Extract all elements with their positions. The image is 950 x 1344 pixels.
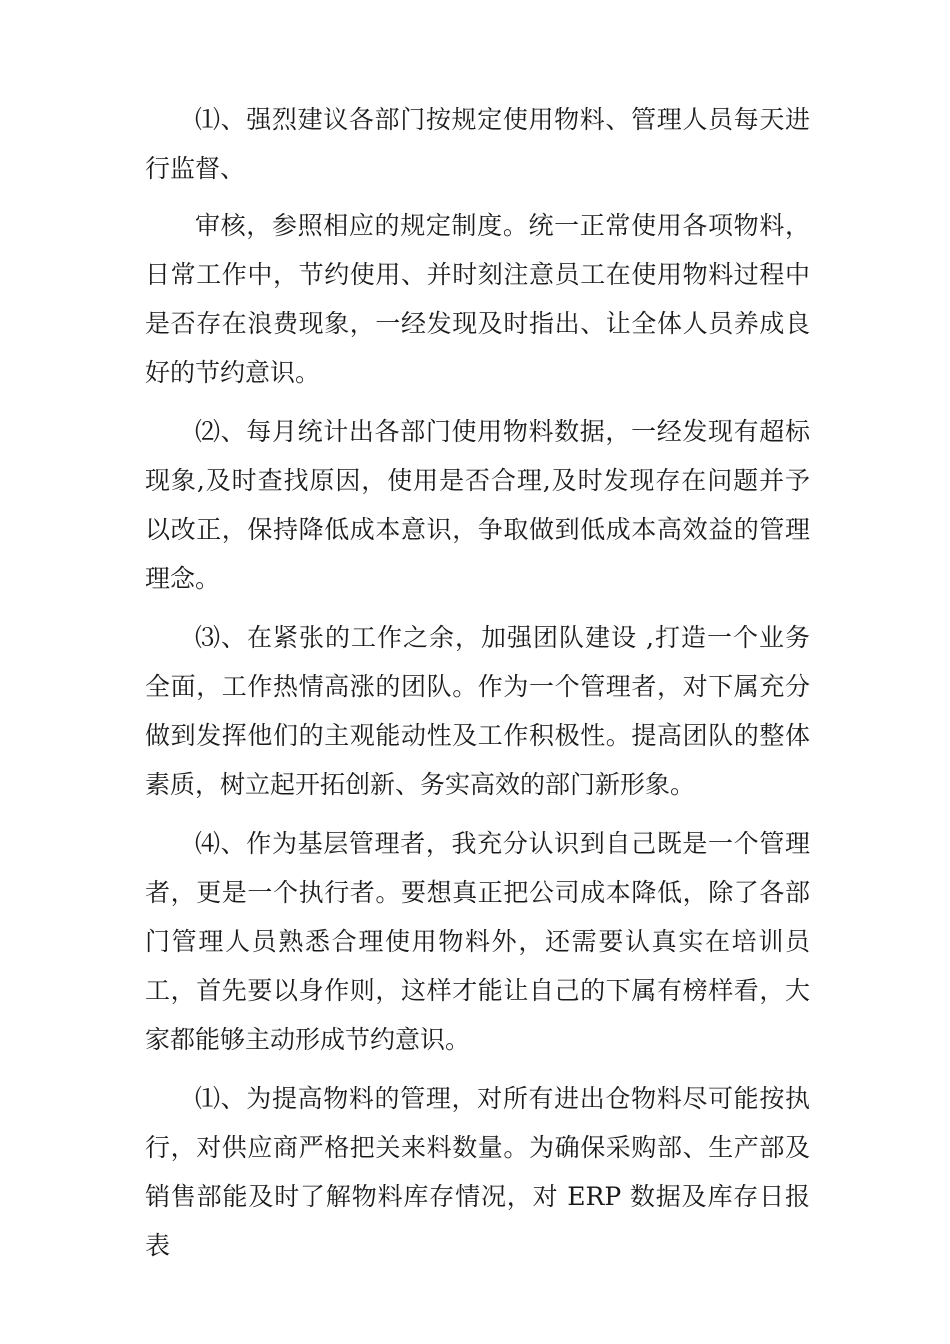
document-body — [145, 95, 810, 1280]
paragraph-4: ⑶、在紧张的工作之余，加强团队建设 ,打造一个业务全面，工作热情高涨的团队。作为一个管理者，对下属充分做到发挥他们的主观能动性及工作积极性。提高团队的整体素质，树立起开拓创新、务实高效的部门新形象。 — [145, 623, 810, 799]
paragraph-1: ⑴、强烈建议各部门按规定使用物料、管理人员每天进行监督、 — [145, 105, 810, 183]
paragraph-3: ⑵、每月统计出各部门使用物料数据，一经发现有超标现象,及时查找原因，使用是否合理,及时发现存在问题并予以改正，保持降低成本意识，争取做到低成本高效益的管理理念。 — [145, 417, 810, 593]
paragraph-5: ⑷、作为基层管理者，我充分认识到自己既是一个管理者，更是一个执行者。要想真正把公司成本降低，除了各部门管理人员熟悉合理使用物料外，还需要认真实在培训员工，首先要以身作则，这样才能让自己的下属有榜样看，大家都能够主动形成节约意识。 — [145, 829, 810, 1054]
paragraph-6: ⑴、为提高物料的管理，对所有进出仓物料尽可能按执行，对供应商严格把关来料数量。为确保采购部、生产部及销售部能及时了解物料库存情况，对 ERP 数据及库存日报表 — [145, 1084, 810, 1260]
paragraph-2: 审核，参照相应的规定制度。统一正常使用各项物料，日常工作中，节约使用、并时刻注意员工在使用物料过程中是否存在浪费现象，一经发现及时指出、让全体人员养成良好的节约意识。 — [145, 211, 810, 387]
